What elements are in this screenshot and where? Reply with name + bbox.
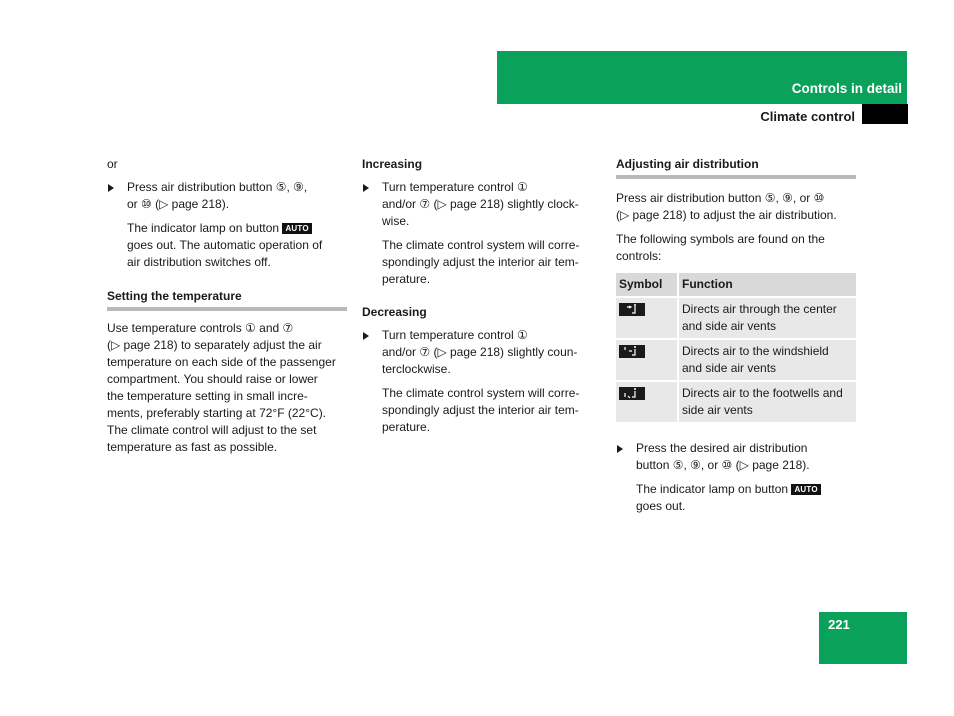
heading-decreasing: Decreasing — [362, 305, 427, 319]
symbol-function-table — [616, 273, 856, 422]
body-line: (▷ page 218) to separately adjust the air — [107, 338, 322, 352]
air-windshield-side-vents-icon — [619, 345, 645, 358]
table-header-row — [616, 273, 856, 297]
function-cell — [678, 339, 856, 381]
function-line: side air vents — [682, 403, 753, 417]
body-line: The climate control will adjust to the set — [107, 423, 317, 437]
column-2 — [362, 156, 602, 436]
note-line: perature. — [382, 272, 431, 286]
heading-adjusting-air-distribution: Adjusting air distribution — [616, 156, 856, 179]
function-line: and side air vents — [682, 361, 777, 375]
function-line: Directs air to the footwells and — [682, 386, 843, 400]
decrease-note — [362, 385, 602, 436]
indicator-text: goes out. The automatic operation of — [127, 238, 323, 252]
bullet-decrease — [362, 327, 602, 378]
table-row — [616, 339, 856, 381]
bullet-line: Turn temperature control ① — [382, 328, 528, 342]
note-line: perature. — [382, 420, 431, 434]
heading-increasing: Increasing — [362, 157, 423, 171]
table-row — [616, 381, 856, 422]
column-3 — [616, 156, 856, 515]
bullet-line: button ⑤, ⑨, or ⑩ (▷ page 218). — [636, 458, 810, 472]
bullet-press-desired-button — [616, 440, 856, 474]
function-cell — [678, 381, 856, 422]
body-line: Use temperature controls ① and ⑦ — [107, 321, 294, 335]
table-header-symbol: Symbol — [616, 273, 678, 297]
function-line: and side air vents — [682, 319, 777, 333]
function-line: Directs air through the center — [682, 302, 837, 316]
page-number: 221 — [828, 617, 850, 632]
function-cell — [678, 297, 856, 339]
bullet-line: Turn temperature control ① — [382, 180, 528, 194]
symbols-intro — [616, 231, 856, 265]
bullet-increase — [362, 179, 602, 230]
subsection-title: Climate control — [760, 109, 855, 124]
body-line: compartment. You should raise or lower — [107, 372, 318, 386]
column-1 — [107, 156, 347, 456]
air-center-side-vents-icon — [619, 303, 645, 316]
function-line: Directs air to the windshield — [682, 344, 829, 358]
indicator-text: goes out. — [636, 499, 686, 513]
bullet-arrow-icon — [363, 332, 369, 340]
bullet-line: terclockwise. — [382, 362, 451, 376]
body-line: the temperature setting in small incre- — [107, 389, 308, 403]
body-line: temperature as fast as possible. — [107, 440, 278, 454]
indicator-text: The indicator lamp on button — [636, 482, 789, 496]
subsection-tab-marker — [862, 104, 908, 124]
section-title: Controls in detail — [791, 81, 902, 96]
note-line: spondingly adjust the interior air tem- — [382, 255, 579, 269]
heading-setting-temperature: Setting the temperature — [107, 288, 347, 311]
intro-line: (▷ page 218) to adjust the air distribution. — [616, 208, 837, 222]
intro-line: Press air distribution button ⑤, ⑨, or ⑩ — [616, 191, 825, 205]
bullet-line: or ⑩ (▷ page 218). — [127, 197, 230, 211]
air-footwells-side-vents-icon — [619, 387, 645, 400]
indicator-text: The indicator lamp on button — [127, 221, 280, 235]
auto-button-icon: AUTO — [791, 484, 820, 495]
or-text: or — [107, 157, 118, 171]
bullet-line: wise. — [382, 214, 410, 228]
bullet-line: and/or ⑦ (▷ page 218) slightly clock- — [382, 197, 579, 211]
bullet-arrow-icon — [617, 445, 623, 453]
intro-line: controls: — [616, 249, 662, 263]
note-line: The climate control system will corre- — [382, 238, 580, 252]
bullet-line: and/or ⑦ (▷ page 218) slightly coun- — [382, 345, 578, 359]
bullet-press-air-distribution — [107, 179, 347, 213]
note-line: spondingly adjust the interior air tem- — [382, 403, 579, 417]
auto-button-icon: AUTO — [282, 223, 311, 234]
indicator-text: air distribution switches off. — [127, 255, 271, 269]
air-distribution-intro — [616, 190, 856, 224]
bullet-line: Press the desired air distribution — [636, 441, 808, 455]
body-line: temperature on each side of the passenger — [107, 355, 336, 369]
increase-note — [362, 237, 602, 288]
table-header-function: Function — [678, 273, 856, 297]
temperature-body — [107, 320, 347, 456]
indicator-note — [616, 481, 856, 515]
note-line: The climate control system will corre- — [382, 386, 580, 400]
bullet-arrow-icon — [108, 184, 114, 192]
body-line: ments, preferably starting at 72°F (22°C). — [107, 406, 327, 420]
bullet-arrow-icon — [363, 184, 369, 192]
table-row — [616, 297, 856, 339]
bullet-line: Press air distribution button ⑤, ⑨, — [127, 180, 308, 194]
indicator-note — [107, 220, 347, 271]
intro-line: The following symbols are found on the — [616, 232, 825, 246]
